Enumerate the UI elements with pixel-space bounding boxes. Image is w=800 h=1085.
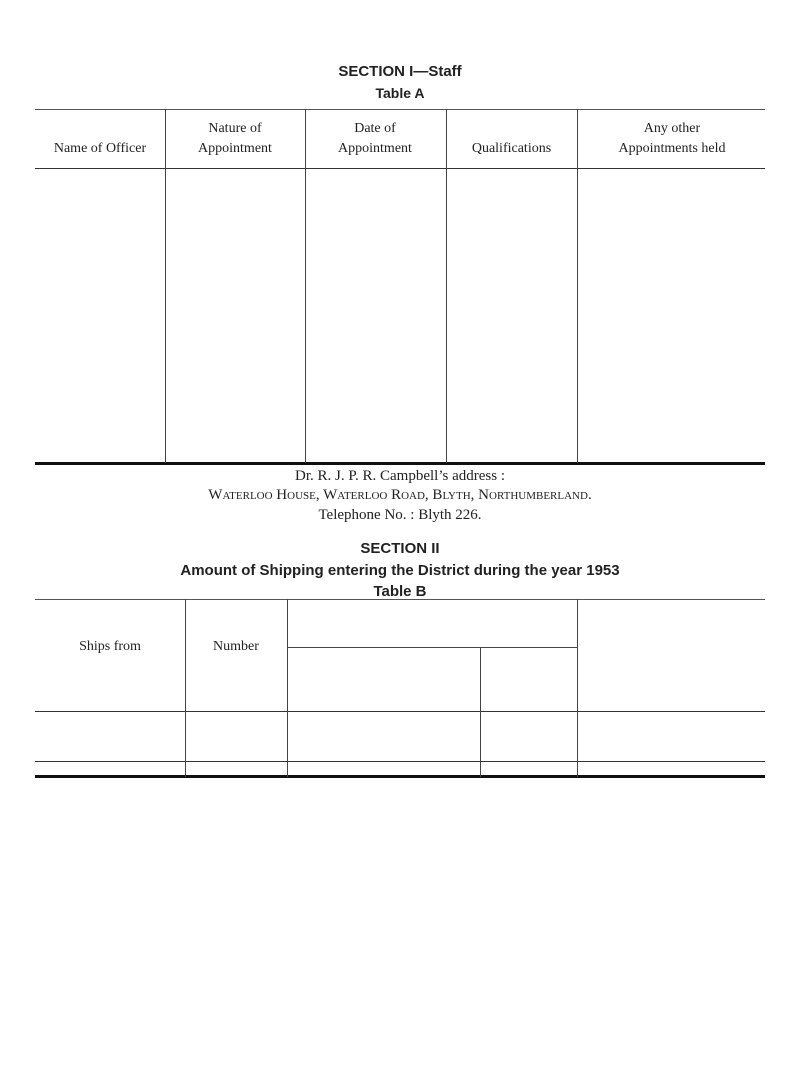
table-b-divider [480,647,481,777]
table-a-divider [305,109,306,463]
address-line-1: Dr. R. J. P. R. Campbell’s address : [294,468,505,484]
table-b-total-rule [35,761,765,762]
col-header-nature: Nature of Appointment [198,121,272,156]
table-a [35,109,765,465]
col-header-ships-from: Ships from [79,639,141,654]
col-header-date: Date of Appointment [338,121,412,156]
table-a-bottom-rule [35,462,765,465]
table-a-header-rule [35,168,765,169]
col-header-name: Name of Officer [53,141,147,156]
table-b-divider [287,599,288,777]
col-header-other: Any other Appointments held [618,121,726,156]
table-a-divider [577,109,578,463]
address-line-2: Waterloo House, Waterloo Road, Blyth, Northumberland. [208,487,592,503]
table-b-divider [577,599,578,777]
table-b-inspected-rule [287,647,577,648]
section-2-title: SECTION II [360,540,440,557]
table-b-title: Table B [373,583,427,600]
table-b-bottom-rule [35,775,765,778]
table-a-divider [165,109,166,463]
col-header-qualifications: Qualifications [471,141,552,156]
table-a-divider [446,109,447,463]
table-b-top-rule [35,599,765,600]
table-b-divider [185,599,186,777]
table-a-top-rule [35,109,765,110]
col-header-number: Number [213,639,259,654]
table-a-title: Table A [375,85,425,101]
table-b-header-rule [35,711,765,712]
section-2-subtitle: Amount of Shipping entering the District during the year 1953 [180,562,620,579]
section-1-title: SECTION I—Staff [338,63,462,80]
address-line-3: Telephone No. : Blyth 226. [318,507,482,523]
table-b [35,599,765,779]
